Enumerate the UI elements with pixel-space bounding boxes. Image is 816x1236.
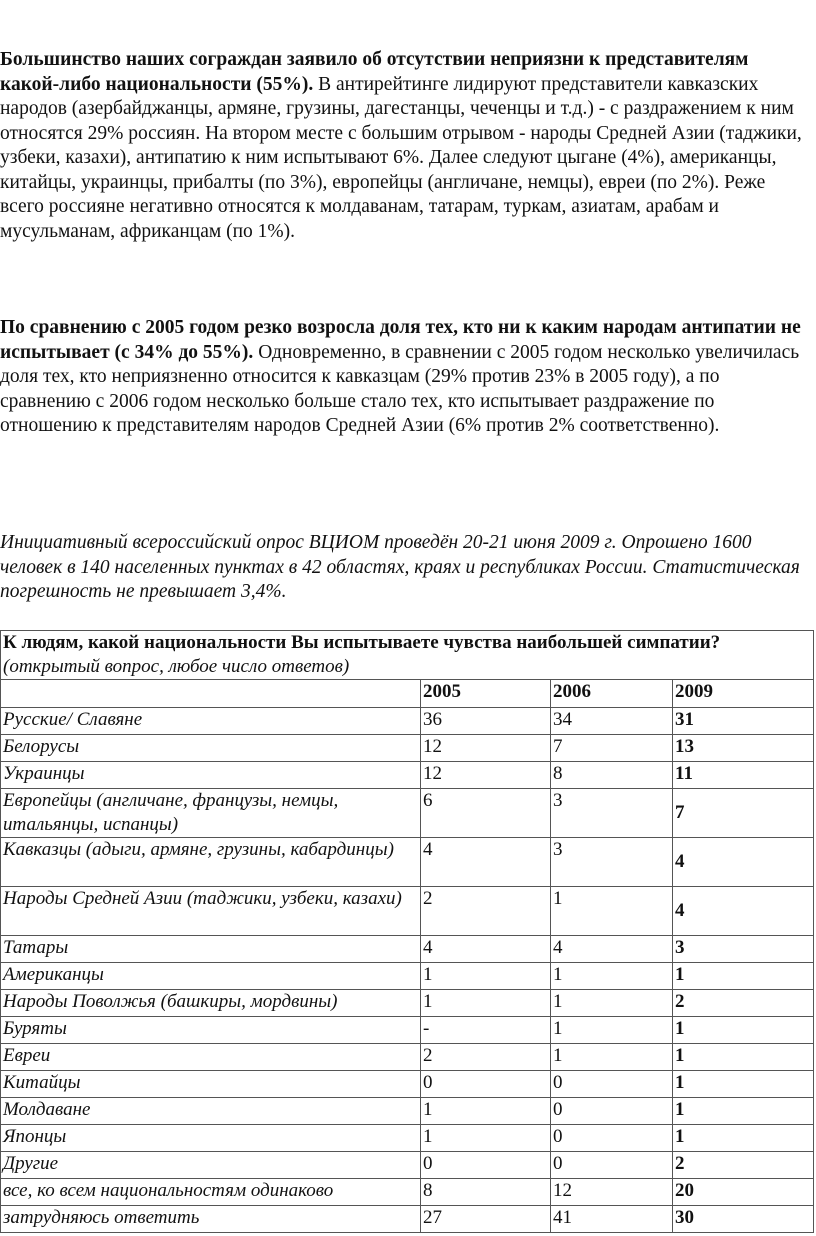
cell-2006: 1 (551, 1044, 673, 1071)
sympathy-table (0, 630, 814, 1233)
cell-2009: 4 (673, 838, 814, 887)
table-row (1, 1098, 814, 1125)
row-label: Народы Поволжья (башкиры, мордвины) (1, 990, 421, 1017)
paragraph-body: В антирейтинге лидируют представители кавказских народов (азербайджанцы, армяне, грузины, дагестанцы, чеченцы и т.д.) - с раздражением к ним относятся 29% россиян. На втором месте с большим отрывом - народы Средней Азии (таджики, узбеки, казахи), антипатию к ним испытывают 6%. Далее следуют цыгане (4%), американцы, китайцы, украинцы, прибалты (по 3%), европейцы (англичане, немцы), евреи (по 2%). Реже всего россияне негативно относятся к молдаванам, татарам, туркам, азиатам, арабам и мусульманам, африканцам (по 1%). (0, 73, 802, 242)
cell-2006: 0 (551, 1152, 673, 1179)
row-label: Другие (1, 1152, 421, 1179)
paragraph-survey-methodology: Инициативный всероссийский опрос ВЦИОМ проведён 20-21 июня 2009 г. Опрошено 1600 человек в 140 населенных пунктах в 42 областях, краях и республиках России. Статистическая погрешность не превышает 3,4%. (0, 532, 800, 602)
cell-2009: 31 (673, 708, 814, 735)
table-row (1, 708, 814, 735)
row-label: Белорусы (1, 735, 421, 762)
cell-2005: 1 (421, 963, 551, 990)
cell-2005: 12 (421, 735, 551, 762)
cell-2006: 3 (551, 838, 673, 887)
cell-2009: 7 (673, 789, 814, 838)
table-row (1, 1179, 814, 1206)
table-question-row (1, 631, 814, 680)
table-row (1, 887, 814, 936)
row-label: затрудняюсь ответить (1, 1206, 421, 1233)
row-label: Американцы (1, 963, 421, 990)
cell-2009: 3 (673, 936, 814, 963)
row-label: Русские/ Славяне (1, 708, 421, 735)
cell-2009: 1 (673, 1044, 814, 1071)
cell-2005: 6 (421, 789, 551, 838)
cell-2005: 2 (421, 1044, 551, 1071)
cell-2006: 3 (551, 789, 673, 838)
table-row (1, 936, 814, 963)
row-label: Украинцы (1, 762, 421, 789)
cell-2005: 4 (421, 936, 551, 963)
row-label: Буряты (1, 1017, 421, 1044)
table-row (1, 990, 814, 1017)
paragraph-lead-bold: По сравнению с 2005 годом резко возросла доля тех, кто ни к каким народам антипатии не испытывает (с 34% до 55%). (0, 317, 801, 363)
cell-2006: 34 (551, 708, 673, 735)
row-label: Молдаване (1, 1098, 421, 1125)
cell-2005: 27 (421, 1206, 551, 1233)
row-label: Европейцы (англичане, французы, немцы, итальянцы, испанцы) (1, 789, 421, 838)
cell-2005: 0 (421, 1071, 551, 1098)
year-header-2005: 2005 (421, 680, 551, 708)
row-label: Китайцы (1, 1071, 421, 1098)
table-header-empty (1, 680, 421, 708)
table-row (1, 1152, 814, 1179)
cell-2009: 2 (673, 1152, 814, 1179)
table-row (1, 789, 814, 838)
paragraph-body: Одновременно, в сравнении с 2005 годом несколько увеличилась доля тех, кто неприязненно относится к кавказцам (29% против 23% в 2005 году), а по сравнению с 2006 годом несколько больше стало тех, кто испытывает раздражение по отношению к представителям народов Средней Азии (6% против 2% соответственно). (0, 341, 800, 436)
cell-2005: 2 (421, 887, 551, 936)
cell-2005: - (421, 1017, 551, 1044)
cell-2009: 11 (673, 762, 814, 789)
row-label: Народы Средней Азии (таджики, узбеки, казахи) (1, 887, 421, 936)
cell-2005: 4 (421, 838, 551, 887)
cell-2006: 1 (551, 887, 673, 936)
cell-2006: 8 (551, 762, 673, 789)
year-header-2009: 2009 (673, 680, 814, 708)
table-row (1, 1017, 814, 1044)
cell-2009: 2 (673, 990, 814, 1017)
cell-2005: 0 (421, 1152, 551, 1179)
row-label: Татары (1, 936, 421, 963)
cell-2006: 1 (551, 1017, 673, 1044)
paragraph-antipathy-summary (0, 48, 812, 244)
paragraph-comparison-2005 (0, 316, 812, 439)
table-row (1, 1071, 814, 1098)
cell-2006: 7 (551, 735, 673, 762)
cell-2009: 1 (673, 1125, 814, 1152)
table-header-row (1, 680, 814, 708)
row-label: Японцы (1, 1125, 421, 1152)
table-question-note: (открытый вопрос, любое число ответов) (3, 656, 350, 677)
cell-2009: 13 (673, 735, 814, 762)
cell-2009: 1 (673, 1017, 814, 1044)
cell-2009: 1 (673, 963, 814, 990)
cell-2005: 12 (421, 762, 551, 789)
cell-2006: 4 (551, 936, 673, 963)
row-label: все, ко всем национальностям одинаково (1, 1179, 421, 1206)
table-row (1, 1044, 814, 1071)
cell-2006: 12 (551, 1179, 673, 1206)
cell-2006: 1 (551, 963, 673, 990)
cell-2006: 0 (551, 1098, 673, 1125)
table-question-cell (1, 631, 814, 680)
table-row (1, 838, 814, 887)
cell-2005: 36 (421, 708, 551, 735)
cell-2006: 0 (551, 1125, 673, 1152)
year-header-2006: 2006 (551, 680, 673, 708)
cell-2009: 1 (673, 1071, 814, 1098)
cell-2006: 1 (551, 990, 673, 1017)
table-row (1, 735, 814, 762)
cell-2009: 20 (673, 1179, 814, 1206)
paragraph-lead-bold: Большинство наших сограждан заявило об отсутствии неприязни к представителям какой-либо национальности (55%). (0, 49, 749, 95)
cell-2009: 4 (673, 887, 814, 936)
table-row (1, 762, 814, 789)
table-row (1, 1206, 814, 1233)
cell-2009: 30 (673, 1206, 814, 1233)
cell-2006: 41 (551, 1206, 673, 1233)
cell-2005: 8 (421, 1179, 551, 1206)
cell-2005: 1 (421, 1098, 551, 1125)
cell-2005: 1 (421, 1125, 551, 1152)
cell-2005: 1 (421, 990, 551, 1017)
row-label: Кавказцы (адыги, армяне, грузины, кабардинцы) (1, 838, 421, 887)
table-row (1, 1125, 814, 1152)
table-question: К людям, какой национальности Вы испытываете чувства наибольшей симпатии? (3, 632, 721, 653)
table-row (1, 963, 814, 990)
cell-2009: 1 (673, 1098, 814, 1125)
row-label: Евреи (1, 1044, 421, 1071)
cell-2006: 0 (551, 1071, 673, 1098)
